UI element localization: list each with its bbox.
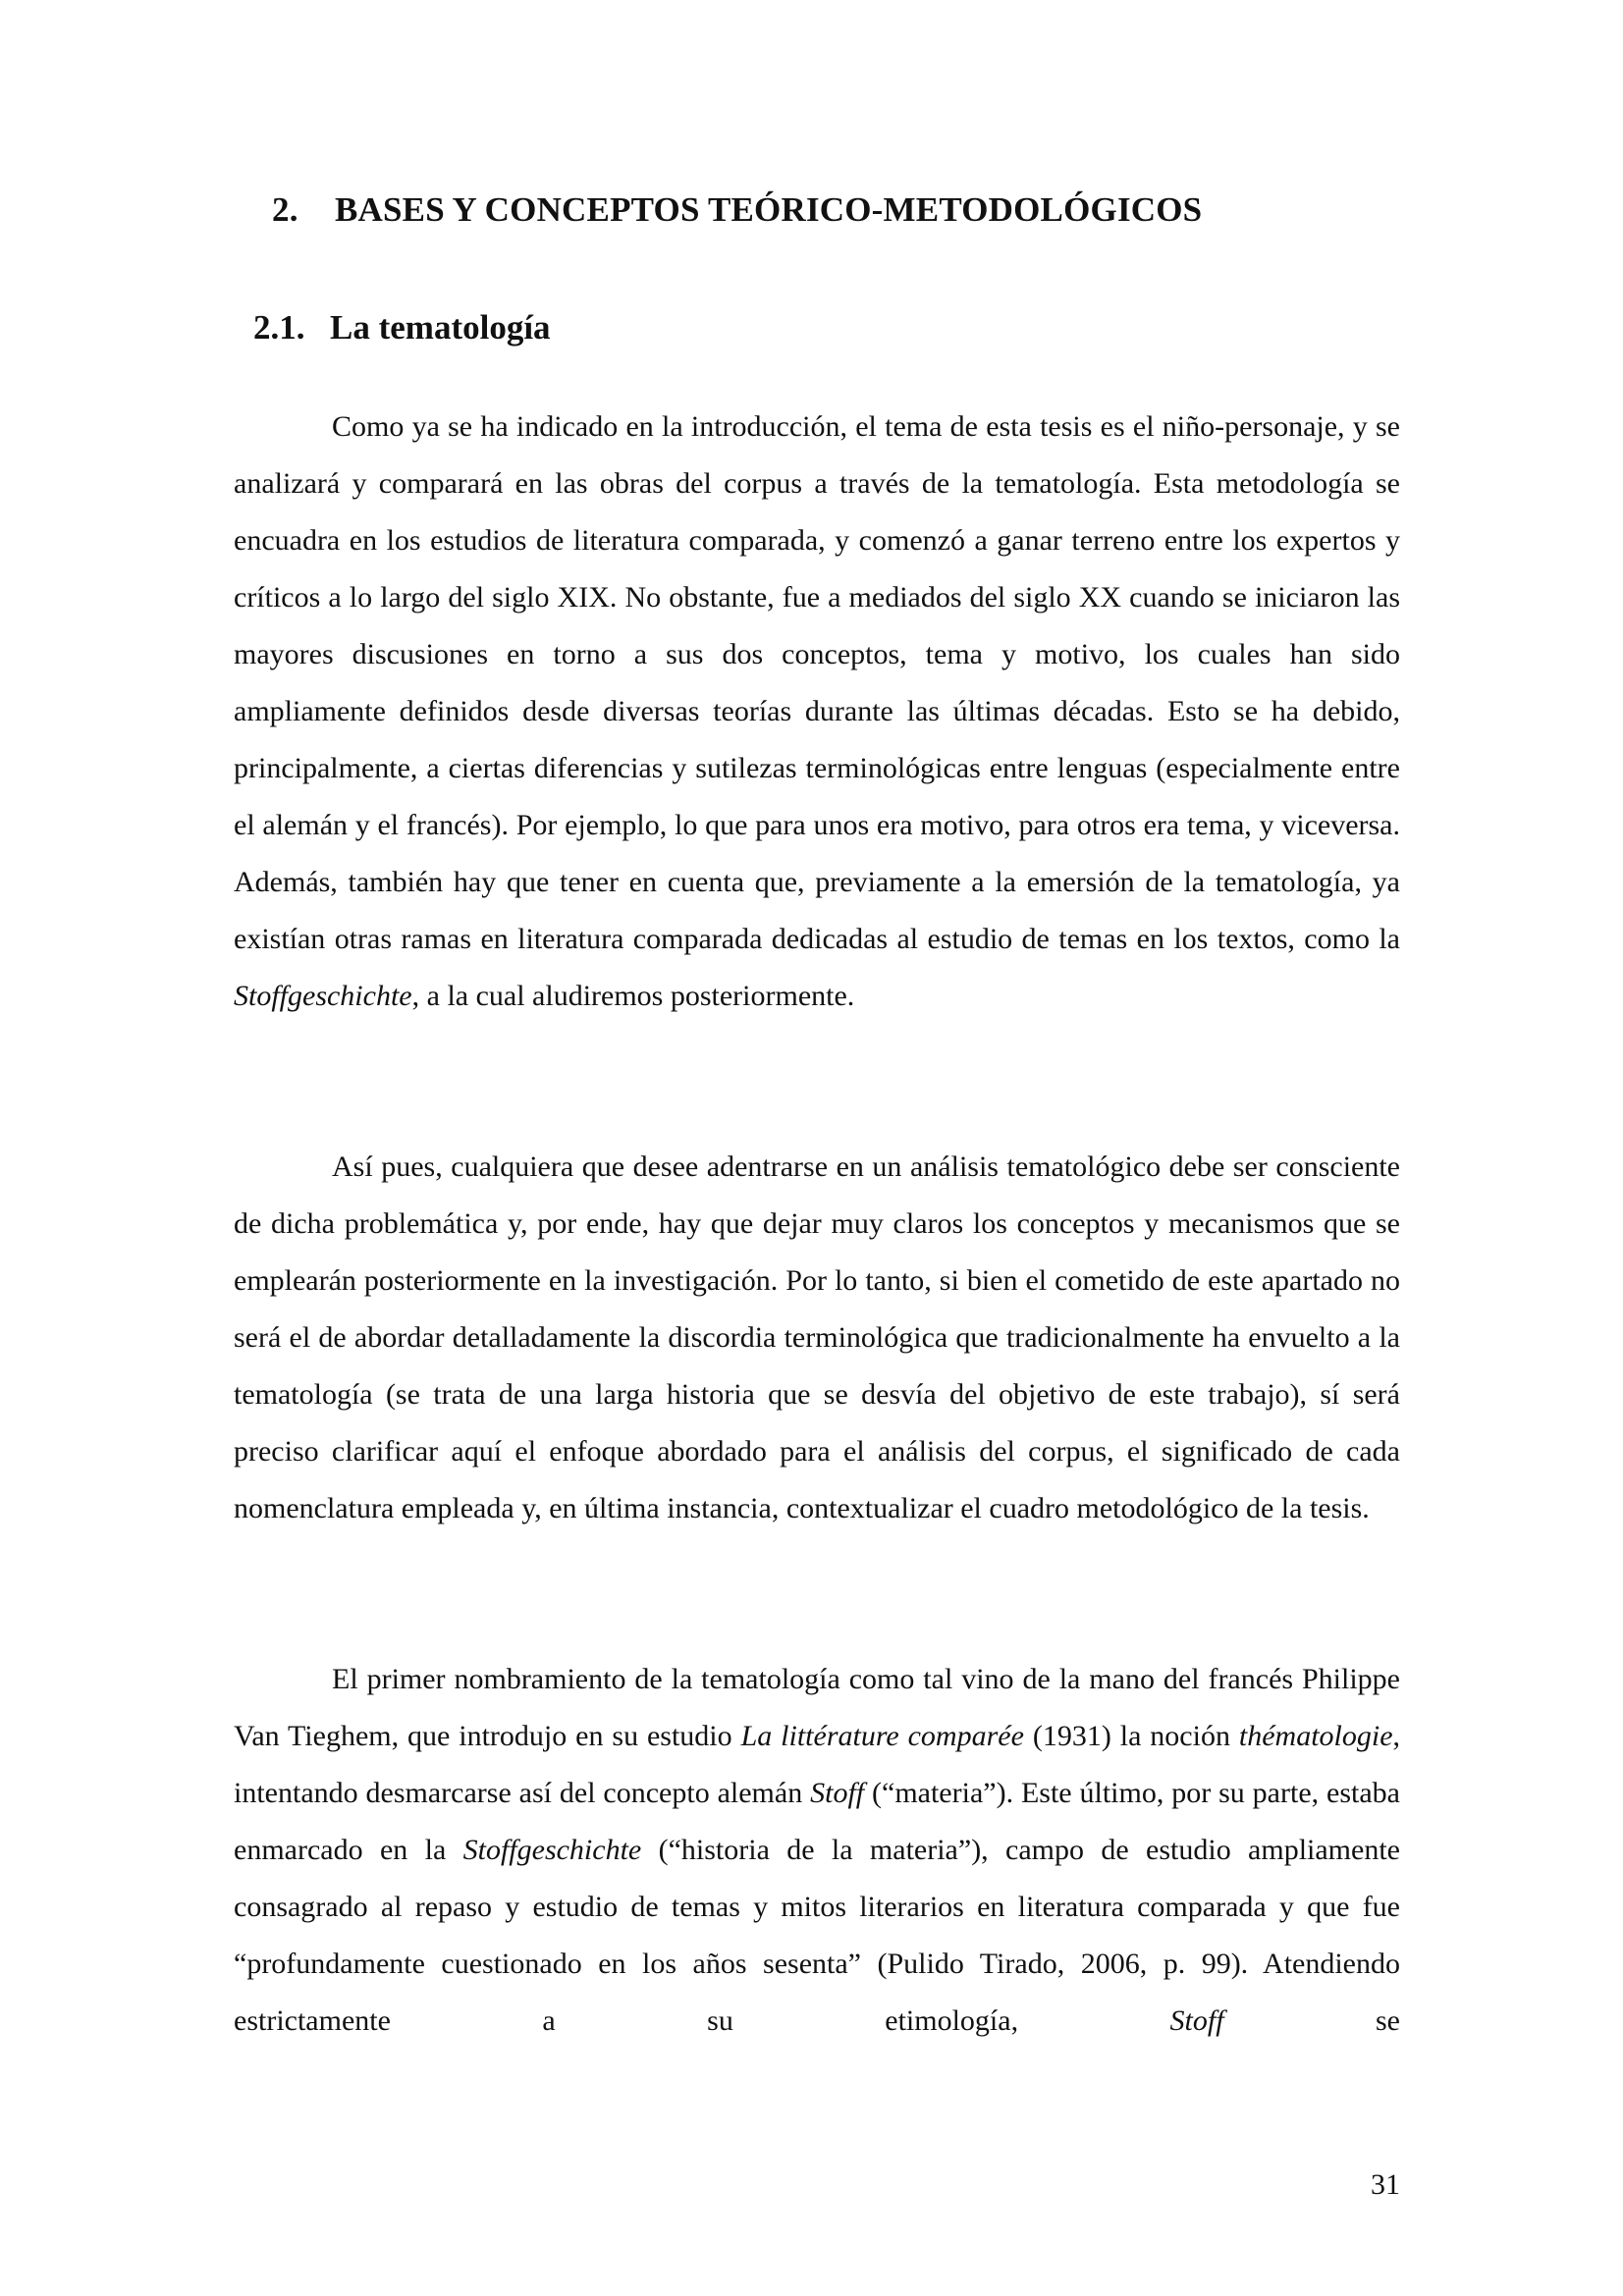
chapter-title: BASES Y CONCEPTOS TEÓRICO-METODOLÓGICOS <box>335 190 1203 229</box>
paragraph-text <box>234 399 1400 1025</box>
body-paragraph-3 <box>234 1651 1400 2050</box>
paragraph-text-run: Como ya se ha indicado en la introducción, el tema de esta tesis es el niño-personaje, y se analizará y comparará en las obras del corpus a través de la tematología. Esta metodología se encuadra en los estudios de literatura comparada, y comenzó a ganar terreno entre los expertos y críticos a lo largo del siglo XIX. No obstante, fue a mediados del siglo XX cuando se iniciaron las mayores discusiones en torno a sus dos conceptos, tema y motivo, los cuales han sido ampliamente definidos desde diversas teorías durante las últimas décadas. Esto se ha debido, principalmente, a ciertas diferencias y sutilezas terminológicas entre lenguas (especialmente entre el alemán y el francés). Por ejemplo, lo que para unos era motivo, para otros era tema, y viceversa. Además, también hay que tener en cuenta que, previamente a la emersión de la tematología, ya existían otras ramas en literatura comparada dedicadas al estudio de temas en los textos, como la <box>234 410 1400 955</box>
paragraph-text: Así pues, cualquiera que desee adentrarse en un análisis tematológico debe ser consciente de dicha problemática y, por ende, hay que dejar muy claros los conceptos y mecanismos que se emplearán posteriormente en la investigación. Por lo tanto, si bien el cometido de este apartado no será el de abordar detalladamente la discordia terminológica que tradicionalmente ha envuelto a la tematología (se trata de una larga historia que se desvía del objetivo de este trabajo), sí será preciso clarificar aquí el enfoque abordado para el análisis del corpus, el significado de cada nomenclatura empleada y, en última instancia, contextualizar el cuadro metodológico de la tesis. <box>234 1150 1400 1524</box>
section-title: La tematología <box>330 308 551 347</box>
italic-term: La littérature comparée <box>740 1720 1024 1752</box>
section-heading <box>253 308 551 347</box>
paragraph-text-run: (“historia de la materia”), campo de estudio ampliamente consagrado al repaso y estudio de temas y mitos literarios en literatura comparada y que fue “profundamente cuestionado en los años sesenta” (Pulido Tirado, 2006, p. 99). Atendiendo estrictamente a su etimología, <box>234 1834 1400 2037</box>
chapter-heading <box>272 190 1202 230</box>
paragraph-text-run: (1931) la noción <box>1023 1720 1239 1752</box>
paragraph-text-run: , a la cual aludiremos posteriormente. <box>411 980 855 1012</box>
body-paragraph-2 <box>234 1139 1400 1537</box>
body-paragraph-1 <box>234 399 1400 1025</box>
paragraph-text-run: El primer nombramiento de la tematología como tal vino de la mano del francés Philippe Van Tieghem, que introdujo en su estudio <box>234 1663 1400 1752</box>
italic-term: Stoff <box>810 1777 865 1809</box>
section-number: 2.1. <box>253 308 305 347</box>
italic-term: thématologie <box>1238 1720 1393 1752</box>
italic-term: Stoff <box>1169 2004 1224 2037</box>
italic-term: Stoffgeschichte <box>462 1834 642 1866</box>
chapter-number: 2. <box>272 190 298 229</box>
italic-term: Stoffgeschichte <box>234 980 412 1012</box>
paragraph-text-run: (“materia”). Este último, por su parte, estaba enmarcado en la <box>234 1777 1400 1866</box>
paragraph-text <box>234 1651 1400 2050</box>
paragraph-text-run: se <box>1223 2004 1400 2037</box>
paragraph-text-run: , intentando desmarcarse así del concepto alemán <box>234 1720 1401 1809</box>
page-number: 31 <box>1371 2168 1400 2201</box>
